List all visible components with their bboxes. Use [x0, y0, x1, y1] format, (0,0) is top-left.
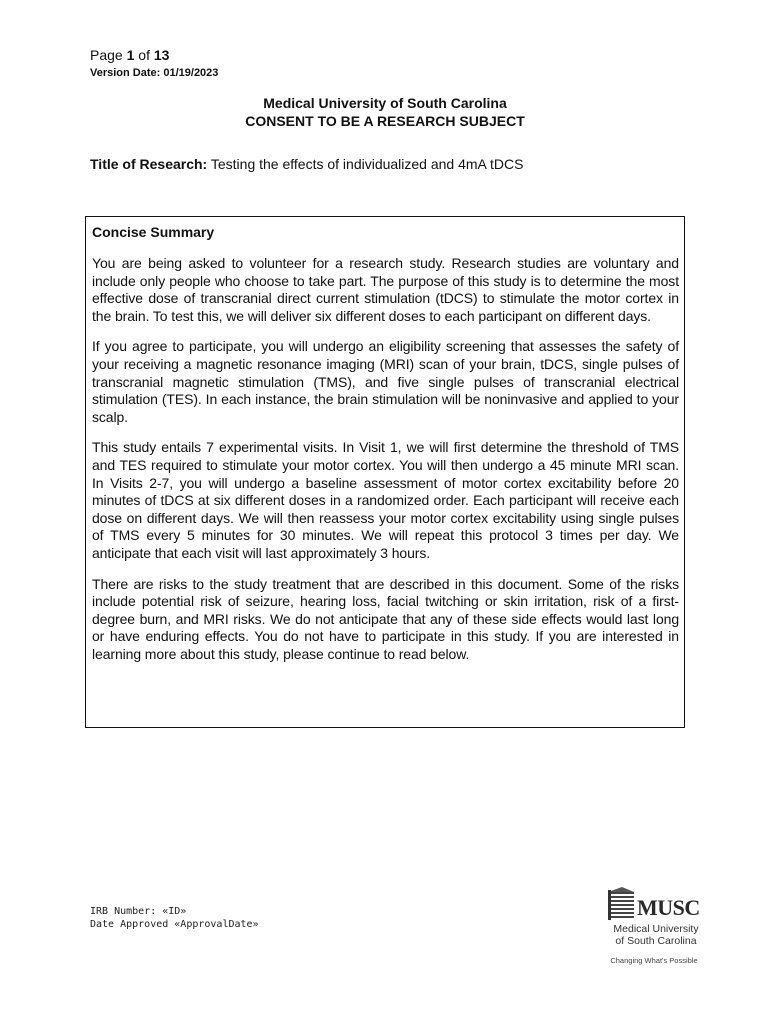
- summary-paragraph: This study entails 7 experimental visits. In Visit 1, we will first determine the threshold of TMS and TES required to stimulate your motor cortex. You will then undergo a 45 minute MRI scan. In Visits 2-7, you will undergo a baseline assessment of motor cortex excitability before 20 minutes of tDCS at six different doses in a randomized order. Each participant will receive each dose on different days. We will then reassess your motor cortex excitability using single pulses of TMS every 5 minutes for 30 minutes. We will repeat this protocol 3 times per day. We anticipate that each visit will last approximately 3 hours.: [92, 439, 679, 561]
- concise-summary-box: [85, 216, 685, 728]
- logo-line-2: of South Carolina: [615, 935, 697, 947]
- institution-name: Medical University of South Carolina: [263, 95, 507, 111]
- page-total: 13: [153, 47, 170, 63]
- form-title: CONSENT TO BE A RESEARCH SUBJECT: [245, 113, 525, 129]
- page-current: 1: [126, 47, 135, 63]
- page-number: [90, 46, 169, 64]
- version-date: Version Date: 01/19/2023: [90, 67, 219, 79]
- building-icon: [606, 886, 636, 922]
- summary-heading: Concise Summary: [92, 224, 215, 240]
- logo-line-1: Medical University: [613, 923, 699, 935]
- logo-tagline: Changing What's Possible: [610, 956, 698, 965]
- page-of: of: [138, 47, 150, 63]
- summary-paragraph: There are risks to the study treatment that are described in this document. Some of the risks include potential risk of seizure, hearing loss, facial twitching or skin irritation, risk of a first-degree burn, and MRI risks. We do not anticipate that any of these side effects would last long or have enduring effects. You do not have to participate in this study. If you are interested in learning more about this study, please continue to read below.: [92, 575, 679, 662]
- research-title-label: Title of Research:: [90, 156, 208, 172]
- irb-footer: [90, 905, 259, 931]
- research-title: [90, 155, 523, 173]
- research-title-text: Testing the effects of individualized and 4mA tDCS: [210, 156, 524, 172]
- summary-paragraph: You are being asked to volunteer for a research study. Research studies are voluntary and include only people who choose to take part. The purpose of this study is to determine the most effective dose of transcranial direct current stimulation (tDCS) to stimulate the motor cortex in the brain. To test this, we will deliver six different doses to each participant on different days.: [92, 255, 679, 324]
- musc-logo: [604, 886, 704, 966]
- summary-paragraph: If you agree to participate, you will undergo an eligibility screening that assesses the safety of your receiving a magnetic resonance imaging (MRI) scan of your brain, tDCS, single pulses of transcranial magnetic stimulation (TMS), and five single pulses of transcranial electrical stimulation (TES). In each instance, the brain stimulation will be noninvasive and applied to your scalp.: [92, 338, 679, 425]
- logo-wordmark: MUSC: [637, 895, 700, 920]
- irb-number: IRB Number: «ID»: [90, 906, 187, 917]
- date-approved: Date Approved «ApprovalDate»: [90, 919, 259, 930]
- page-label: Page: [90, 47, 123, 63]
